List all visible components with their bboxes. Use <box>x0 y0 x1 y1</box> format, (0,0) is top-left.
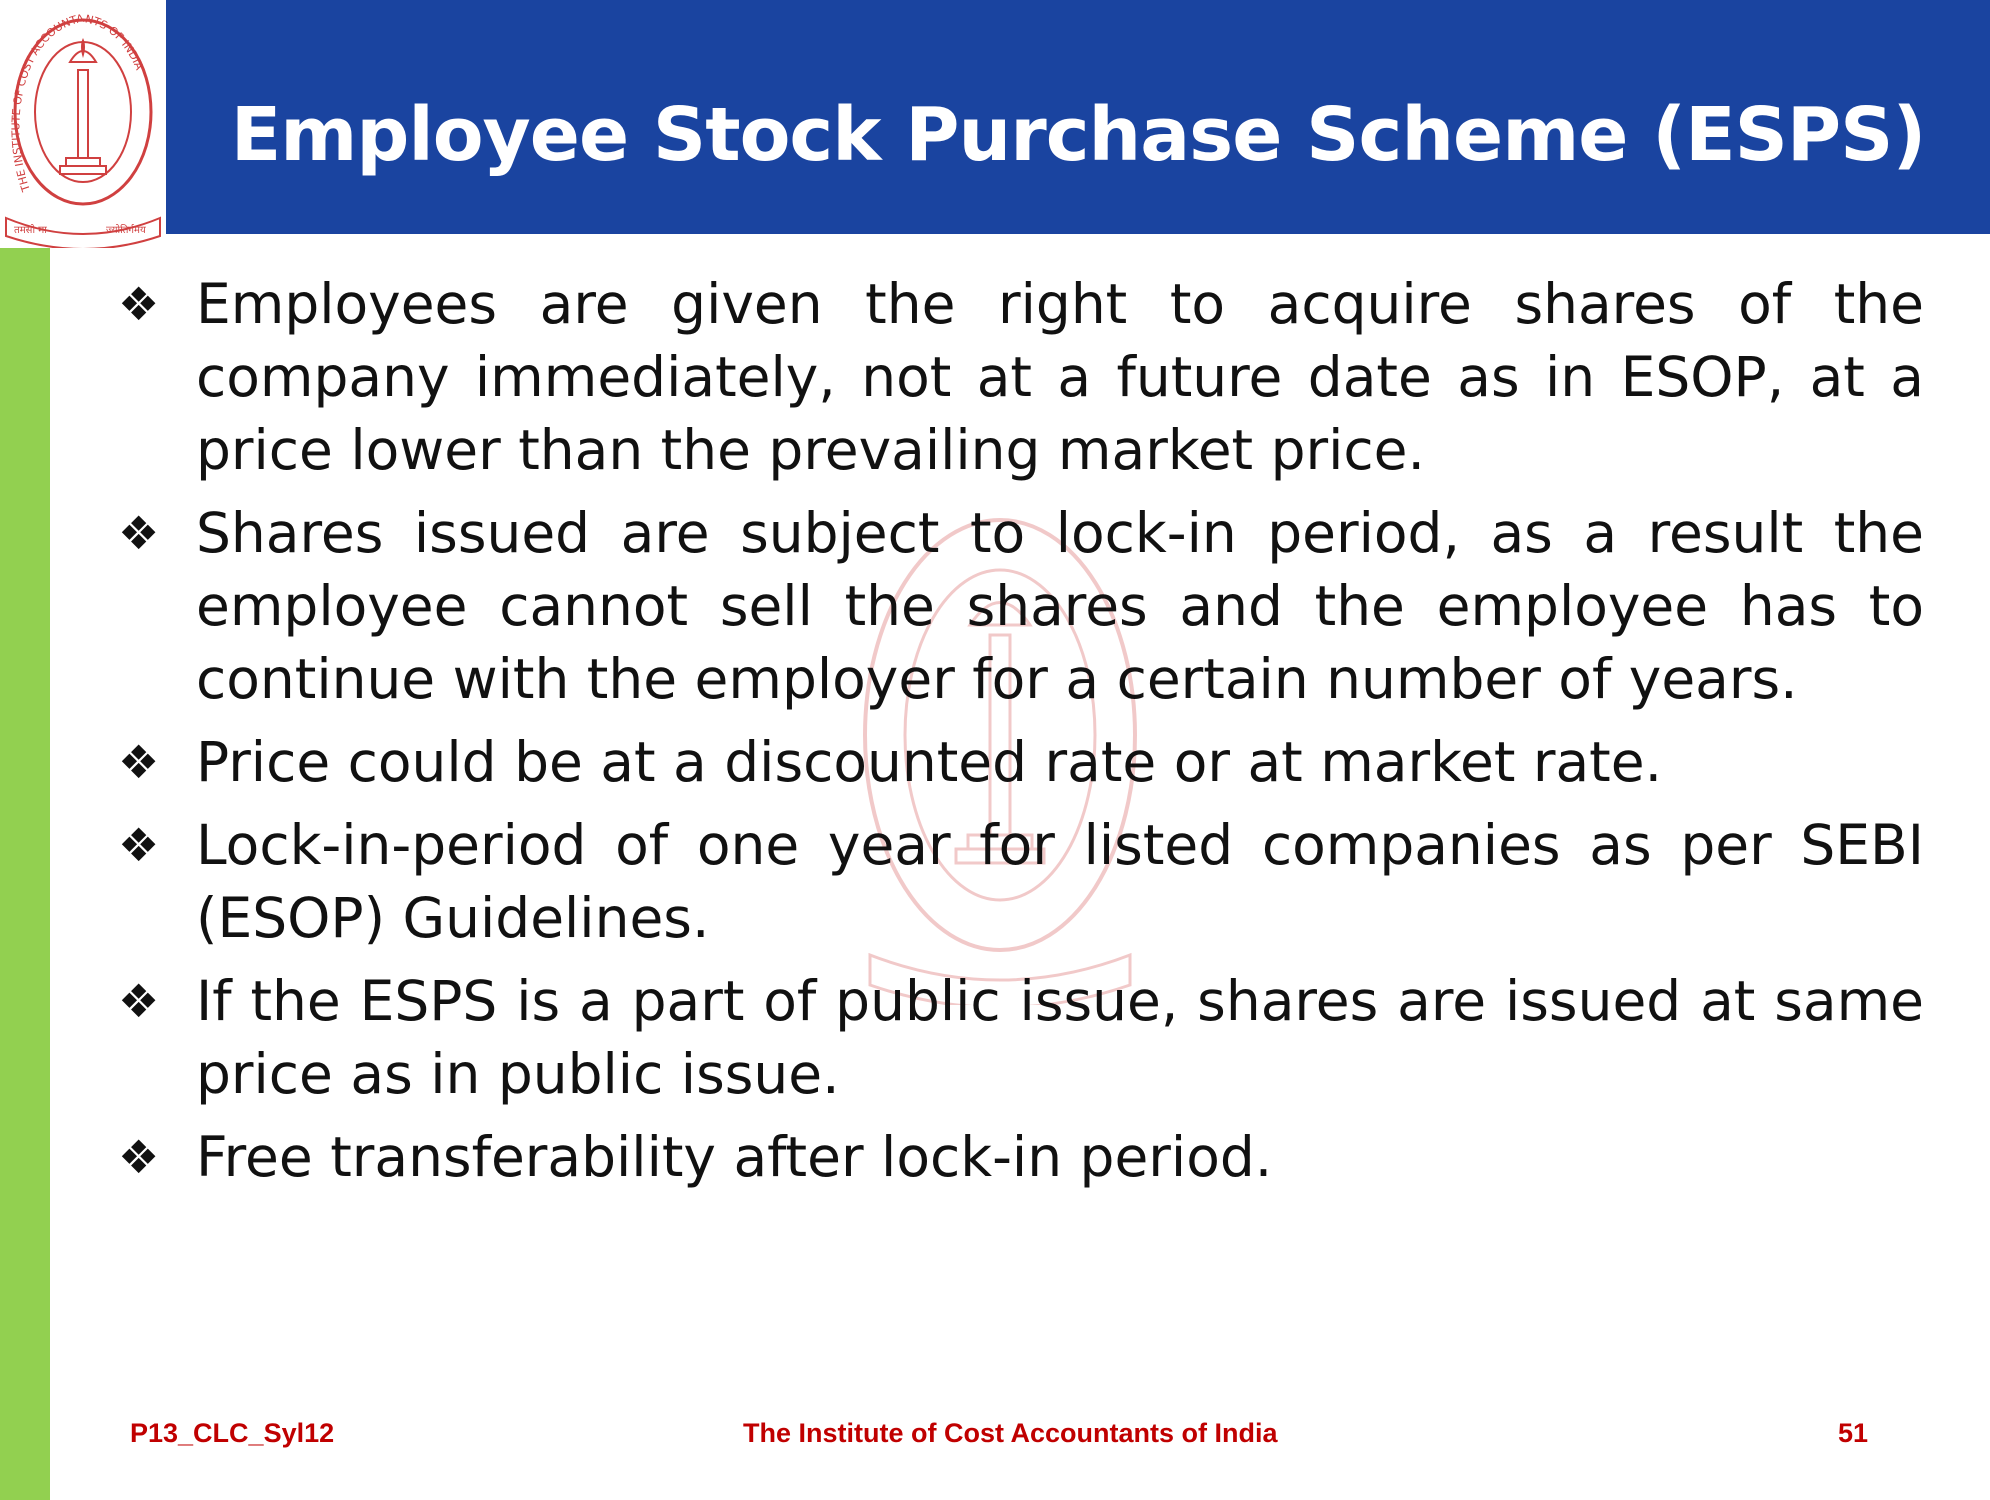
footer-course-code: P13_CLC_Syl12 <box>130 1418 335 1448</box>
bullet-text: If the ESPS is a part of public issue, shares are issued at same price as in public issue. <box>196 969 1924 1106</box>
left-accent-bar <box>0 248 50 1500</box>
logo-seal-text: THE INSTITUTE OF COST ACCOUNTANTS OF INDIA <box>9 11 146 194</box>
institute-logo <box>0 0 166 248</box>
bullet-item <box>118 965 1924 1111</box>
logo-motto-left: तमसो मा <box>14 225 47 236</box>
footer-page-number: 51 <box>1838 1418 1869 1448</box>
bullet-text: Price could be at a discounted rate or at market rate. <box>196 730 1663 794</box>
diamond-bullet-icon: ❖ <box>118 506 160 560</box>
bullet-item <box>118 726 1924 799</box>
diamond-bullet-icon: ❖ <box>118 735 160 789</box>
logo-motto-right: ज्योतिर्गमय <box>106 225 146 236</box>
diamond-bullet-icon: ❖ <box>118 818 160 872</box>
bullet-text: Shares issued are subject to lock-in period, as a result the employee cannot sell the shares and the employee has to continue with the employer for a certain number of years. <box>196 501 1924 711</box>
slide-title: Employee Stock Purchase Scheme (ESPS) <box>230 92 1926 178</box>
bullet-item <box>118 497 1924 716</box>
bullet-item <box>118 809 1924 955</box>
bullet-text: Employees are given the right to acquire shares of the company immediately, not at a future date as in ESOP, at a price lower than the prevailing market price. <box>196 272 1924 482</box>
bullet-text: Free transferability after lock-in period. <box>196 1125 1273 1189</box>
bullet-item <box>118 1121 1924 1194</box>
bullet-list <box>118 268 1924 1204</box>
diamond-bullet-icon: ❖ <box>118 1130 160 1184</box>
diamond-bullet-icon: ❖ <box>118 277 160 331</box>
footer-institute-name: The Institute of Cost Accountants of India <box>743 1418 1278 1448</box>
diamond-bullet-icon: ❖ <box>118 974 160 1028</box>
bullet-text: Lock-in-period of one year for listed companies as per SEBI (ESOP) Guidelines. <box>196 813 1924 950</box>
bullet-item <box>118 268 1924 487</box>
